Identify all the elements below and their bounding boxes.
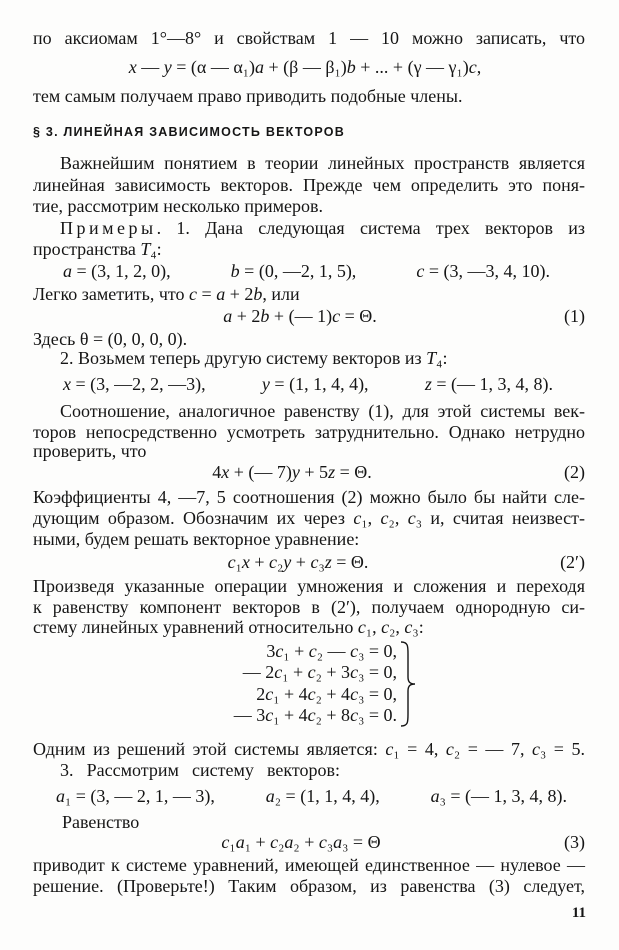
text-segment: Коэффициенты 4, —7, 5 соотношения (2) можно было бы найти сле- (33, 487, 585, 507)
math-symbol: c (307, 704, 316, 725)
math-symbol: b (253, 284, 263, 304)
text-segment: + 2 (225, 284, 254, 304)
math-symbol: c (468, 57, 477, 77)
text-segment: приводит к системе уравнений, имеющей единственное — нулевое — (33, 855, 585, 875)
text-segment: ₂ = (1, 1, 4, 4), (274, 786, 380, 806)
text-segment: дующим образом. Обозначим их через (33, 508, 354, 528)
math-symbol: c (274, 662, 283, 683)
math-symbol: a (223, 306, 233, 326)
text-segment: + (— 1) (269, 306, 333, 326)
display-formula (50, 305, 550, 327)
math-symbol: c (265, 704, 274, 725)
text-segment: ₁, (365, 617, 382, 637)
text-line (60, 400, 585, 422)
text-segment: + ... + (γ — γ₁) (355, 57, 469, 77)
text-segment: — 3 (233, 704, 266, 725)
math-symbol: c (531, 739, 540, 759)
text-segment: 4 (212, 462, 222, 482)
math-symbol: c (350, 683, 359, 704)
text-segment: = Θ. (340, 306, 377, 326)
section-heading (33, 121, 345, 143)
text-segment: Одним из решений этой системы является: (33, 739, 386, 759)
math-symbol: c (385, 739, 394, 759)
text-segment: линейная зависимость векторов. Прежде чем определить это поня- (33, 175, 585, 195)
text-segment: ₃ = 0, (358, 662, 397, 683)
text-segment: ₂ (278, 832, 285, 852)
text-segment: проверить, что (33, 441, 147, 461)
text-segment: . 1. Дана следующая система трех векторов из (156, 218, 585, 238)
math-symbol: c (275, 641, 284, 661)
math-symbol: a (284, 832, 294, 852)
text-line (33, 575, 585, 597)
text-segment: + 5 (299, 462, 329, 482)
text-line (60, 347, 447, 369)
text-segment: ₁ (229, 832, 236, 852)
text-segment: ₂ + 8 (315, 704, 351, 725)
text-line (33, 486, 585, 508)
text-line (33, 283, 300, 305)
text-segment: , (476, 57, 482, 77)
text-line (33, 507, 585, 529)
math-symbol: a (235, 832, 245, 852)
math-symbol: x (63, 374, 71, 394)
text-segment: 2 (256, 683, 266, 704)
text-segment: ₁ + (282, 662, 308, 683)
math-symbol: x (241, 552, 250, 572)
text-segment: ₁ + 4 (273, 683, 308, 704)
text-segment: — (136, 57, 164, 77)
equation-number: (1) (564, 306, 585, 326)
equation-row (243, 661, 397, 683)
math-symbol: c (350, 704, 359, 725)
vector-definition (266, 785, 380, 807)
text-segment: решение. (Проверьте!) Таким образом, из равенства (3) следует, (33, 876, 585, 896)
text-segment: стему линейных уравнений относительно (33, 617, 358, 637)
math-symbol: c (353, 508, 362, 528)
text-segment: ₂, (389, 617, 405, 637)
spaced-word: Примеры (60, 218, 157, 238)
math-symbol: c (221, 832, 230, 852)
text-line (33, 854, 585, 876)
math-symbol: b (346, 57, 356, 77)
text-line (33, 738, 585, 760)
math-symbol: c (265, 683, 274, 704)
text-segment: Произведя указанные операции умножения и сложения и переходя (33, 576, 585, 596)
text-segment: ₂, (388, 508, 408, 528)
text-segment: = (0, —2, 1, 5), (239, 261, 357, 281)
text-segment: по аксиомам 1°—8° и свойствам 1 — 10 можно записать, что (33, 28, 585, 48)
text-segment: ными, будем решать векторное уравнение: (33, 529, 360, 549)
math-symbol: c (318, 832, 327, 852)
math-symbol: c (189, 284, 198, 304)
math-symbol: c (307, 683, 316, 704)
vector-definition (63, 260, 171, 282)
text-segment: 3 (266, 641, 276, 661)
text-segment: § 3. ЛИНЕЙНАЯ ЗАВИСИМОСТЬ ВЕКТОРОВ (33, 125, 345, 139)
math-symbol: z (328, 462, 336, 482)
equation-number: (3) (564, 832, 585, 852)
vector-definitions (63, 373, 553, 395)
text-segment: ₃: (412, 617, 424, 637)
text-line (60, 217, 585, 239)
text-line (33, 174, 585, 196)
text-segment: + (249, 552, 270, 572)
text-segment: Соотношение, аналогичное равенству (1), для этой системы век- (60, 401, 585, 421)
text-segment: ₁ + (244, 832, 271, 852)
text-line (33, 195, 323, 217)
text-segment: + (— 7) (229, 462, 292, 482)
text-line (33, 875, 585, 897)
math-symbol: c (380, 508, 389, 528)
text-segment: Легко заметить, что (33, 284, 190, 304)
math-symbol: b (260, 306, 270, 326)
text-segment: = Θ. (331, 552, 369, 572)
text-line (33, 27, 585, 49)
vector-definition (56, 785, 215, 807)
text-segment: , или (262, 284, 300, 304)
math-symbol: c (416, 261, 425, 281)
text-segment: + 2 (232, 306, 261, 326)
text-segment: = (3, 1, 2, 0), (72, 261, 171, 281)
math-symbol: T (426, 348, 437, 368)
text-segment: = (3, —3, 4, 10). (424, 261, 550, 281)
math-symbol: c (332, 306, 341, 326)
system-brace (399, 640, 417, 728)
text-line (33, 238, 162, 260)
math-symbol: a (216, 284, 226, 304)
vector-definitions (63, 260, 550, 282)
math-symbol: a (63, 261, 72, 281)
vector-definition (431, 785, 567, 807)
text-segment: ₁ = (3, — 2, 1, — 3), (65, 786, 215, 806)
text-line (33, 616, 424, 638)
math-symbol: c (445, 739, 454, 759)
text-segment: ₄: (150, 239, 162, 259)
text-segment: торов непосредственно усмотреть затруднительно. Однако нетрудно (33, 422, 585, 442)
text-segment: = (197, 284, 217, 304)
equation-number: (2) (564, 462, 585, 482)
text-line (62, 811, 139, 833)
math-symbol: c (307, 662, 316, 683)
math-symbol: z (324, 552, 332, 572)
text-segment: = (3, —2, 2, —3), (71, 374, 206, 394)
display-formula (48, 551, 548, 573)
math-symbol: c (357, 617, 366, 637)
vector-definition (231, 260, 357, 282)
text-segment: пространства (33, 239, 141, 259)
display-formula (42, 461, 542, 483)
math-symbol: c (350, 662, 359, 683)
text-segment: ₂ + 3 (315, 662, 351, 683)
math-symbol: c (404, 617, 413, 637)
math-symbol: y (283, 552, 292, 572)
math-symbol: y (163, 57, 172, 77)
math-symbol: a (265, 786, 275, 806)
math-symbol: a (56, 786, 65, 806)
text-line (33, 596, 585, 618)
text-line (33, 85, 463, 107)
text-segment: ₃ и, считая неизвест- (415, 508, 586, 528)
text-segment: ₃ (326, 832, 334, 852)
text-segment: 3. Рассмотрим систему векторов: (60, 760, 340, 780)
page-number: 11 (571, 905, 586, 921)
text-segment: к равенству компонент векторов в (2′), получаем однородную си- (33, 597, 585, 617)
display-formula (55, 56, 555, 78)
text-segment: ₄: (436, 348, 448, 368)
text-segment: ₁ + 4 (273, 704, 308, 725)
math-symbol: a (255, 57, 265, 77)
text-segment: 2. Возьмем теперь другую систему векторов из (60, 348, 427, 368)
math-symbol: x (221, 462, 230, 482)
text-segment: ₃ (318, 552, 325, 572)
text-segment: = Θ. (335, 462, 372, 482)
text-segment: ₃ = Θ (342, 832, 381, 852)
vector-definitions (56, 785, 567, 807)
math-symbol: c (270, 832, 279, 852)
text-segment: Равенство (62, 812, 140, 832)
text-segment: ₁ + (283, 641, 309, 661)
text-segment: ₃ = (— 1, 3, 4, 8). (439, 786, 567, 806)
math-symbol: c (227, 552, 236, 572)
math-symbol: b (230, 261, 240, 281)
text-segment: + (291, 552, 311, 572)
text-segment: ₂ + 4 (315, 683, 351, 704)
text-segment: ₂ (277, 552, 284, 572)
text-segment: ₂ = — 7, (453, 739, 532, 759)
math-symbol: z (424, 374, 432, 394)
text-segment: ₂ + (293, 832, 319, 852)
text-segment: ₁ (235, 552, 242, 572)
text-segment: + (β — β₁) (264, 57, 347, 77)
math-symbol: c (269, 552, 278, 572)
math-symbol: c (308, 641, 317, 661)
text-line (33, 440, 146, 462)
math-symbol: a (333, 832, 343, 852)
text-segment: Важнейшим понятием в теории линейных пространств является (60, 153, 585, 173)
text-segment: тие, рассмотрим несколько примеров. (33, 196, 324, 216)
math-symbol: T (140, 239, 151, 259)
math-symbol: x (128, 57, 137, 77)
text-segment: ₂ — (316, 641, 351, 661)
equation-row (256, 683, 397, 705)
vector-definition (416, 260, 550, 282)
text-line (60, 759, 340, 781)
text-segment: = (α — α₁) (171, 57, 256, 77)
text-segment: ₃ = 5. (539, 739, 585, 759)
text-segment: ₃ = 0, (358, 641, 397, 661)
math-symbol: c (381, 617, 390, 637)
equation-number: (2′) (560, 552, 585, 572)
text-segment: = (1, 1, 4, 4), (269, 374, 369, 394)
text-segment: ₁, (361, 508, 381, 528)
vector-definition (425, 373, 553, 395)
math-symbol: c (310, 552, 319, 572)
math-symbol: c (407, 508, 416, 528)
text-line (60, 152, 585, 174)
math-symbol: y (261, 374, 270, 394)
text-segment: — 2 (242, 662, 275, 683)
text-line (33, 528, 359, 550)
vector-definition (262, 373, 369, 395)
text-segment: ₁ = 4, (393, 739, 446, 759)
math-symbol: a (430, 786, 440, 806)
display-formula (51, 831, 551, 853)
text-segment: ₃ = 0, (358, 683, 397, 704)
text-segment: = (— 1, 3, 4, 8). (431, 374, 553, 394)
text-segment: тем самым получаем право приводить подобные члены. (33, 86, 463, 106)
vector-definition (63, 373, 206, 395)
equation-row (266, 640, 397, 662)
math-symbol: c (350, 641, 359, 661)
text-segment: Здесь θ = (0, 0, 0, 0). (33, 329, 188, 349)
math-symbol: y (291, 462, 300, 482)
text-segment: ₃ = 0. (358, 704, 397, 725)
equation-row (234, 704, 397, 726)
